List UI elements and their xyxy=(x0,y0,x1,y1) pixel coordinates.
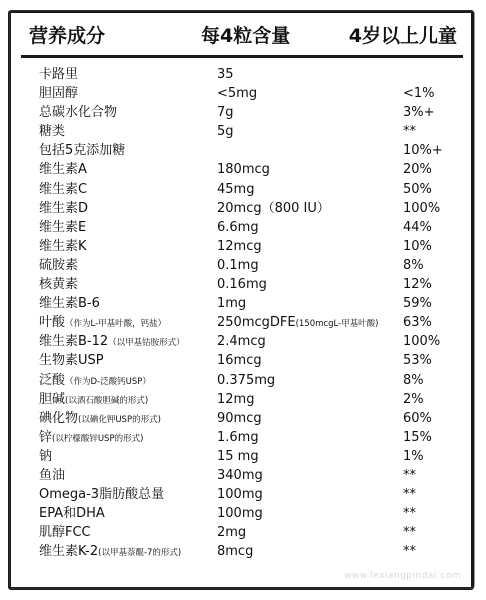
nutrient-amount-value: 15 mg xyxy=(217,448,259,464)
nutrient-amount xyxy=(217,180,254,199)
table-row xyxy=(11,485,471,504)
nutrient-daily-value: ** xyxy=(403,467,416,483)
nutrient-daily-value: 12% xyxy=(403,277,432,293)
nutrient-amount xyxy=(217,256,259,275)
table-row xyxy=(11,218,471,237)
nutrient-form-note: （作为L-甲基叶酸，钙盐） xyxy=(65,319,167,330)
nutrient-amount-value: 100mg xyxy=(217,506,263,522)
nutrient-form-note: (以柠檬酸锌USP的形式) xyxy=(52,433,144,444)
nutrient-daily-value: ** xyxy=(403,124,416,140)
nutrient-amount xyxy=(217,313,378,334)
nutrient-daily-value: 50% xyxy=(403,181,432,197)
nutrient-name xyxy=(39,218,86,237)
nutrient-amount xyxy=(217,523,246,542)
nutrient-amount-value: 2.4mcg xyxy=(217,334,266,350)
nutrient-name-label: 生物素USP xyxy=(39,353,104,369)
nutrient-name-label: 包括5克添加糖 xyxy=(39,143,126,159)
nutrient-daily-value: 100% xyxy=(403,334,441,350)
nutrient-name xyxy=(39,428,143,449)
nutrient-amount-value: 0.375mg xyxy=(217,372,276,388)
nutrient-daily-value: 20% xyxy=(403,162,432,178)
nutrient-name xyxy=(39,141,125,160)
nutrient-name xyxy=(39,122,65,141)
nutrient-daily-value: 44% xyxy=(403,219,432,235)
nutrient-name xyxy=(39,351,104,370)
nutrient-form-note: （作为D-泛酸钙USP） xyxy=(65,376,151,387)
nutrition-facts-panel xyxy=(8,10,474,590)
nutrient-amount xyxy=(217,371,275,390)
nutrient-daily-value: 8% xyxy=(403,372,424,388)
nutrient-daily-value: 1% xyxy=(403,448,424,464)
nutrient-name-label: 叶酸 xyxy=(39,315,66,331)
table-row xyxy=(11,390,471,409)
nutrient-name-label: 肌醇FCC xyxy=(39,525,91,541)
table-row xyxy=(11,466,471,485)
nutrient-amount xyxy=(217,275,267,294)
table-row xyxy=(11,160,471,179)
nutrient-name-label: 维生素A xyxy=(39,162,87,178)
table-row xyxy=(11,275,471,294)
header-daily-value: 4岁以上儿童 xyxy=(348,24,457,47)
nutrient-name xyxy=(39,294,100,313)
table-row xyxy=(11,294,471,313)
table-row xyxy=(11,122,471,141)
nutrient-name-label: 胆固醇 xyxy=(39,86,79,102)
watermark-text: www.lexiangpindai.com xyxy=(344,571,461,581)
nutrient-name-label: 维生素B-12 xyxy=(39,334,109,350)
nutrient-amount-value: 0.16mg xyxy=(217,277,267,293)
nutrient-name xyxy=(39,523,91,542)
nutrient-daily-value: <1% xyxy=(403,86,435,102)
table-row xyxy=(11,256,471,275)
table-row xyxy=(11,371,471,390)
nutrient-name xyxy=(39,390,148,411)
table-row xyxy=(11,428,471,447)
nutrient-amount-value: 20mcg（800 IU） xyxy=(217,200,330,216)
nutrient-form-note: (以酒石酸胆碱的形式) xyxy=(65,395,149,406)
nutrient-amount xyxy=(217,237,262,256)
table-row xyxy=(11,504,471,523)
nutrient-amount xyxy=(217,294,246,313)
table-row xyxy=(11,523,471,542)
nutrient-form-note: （以甲基钴胺形式） xyxy=(108,338,185,349)
nutrient-daily-value: 59% xyxy=(403,296,432,312)
nutrient-daily-value: ** xyxy=(403,544,416,560)
table-row xyxy=(11,180,471,199)
nutrient-daily-value: ** xyxy=(403,506,416,522)
nutrient-name-label: 卡路里 xyxy=(39,67,79,82)
nutrient-amount-value: 2mg xyxy=(217,525,247,541)
nutrient-name-label: 维生素D xyxy=(39,200,89,216)
nutrient-name xyxy=(39,180,87,199)
nutrient-amount-value: 1.6mg xyxy=(217,429,259,445)
nutrient-name-label: 鱼油 xyxy=(39,467,66,483)
nutrient-name-label: Omega-3脂肪酸总量 xyxy=(39,487,165,503)
nutrient-amount xyxy=(217,332,266,351)
nutrient-amount xyxy=(217,409,262,428)
nutrient-name xyxy=(39,160,87,179)
nutrient-amount-value: 35 xyxy=(217,67,234,82)
nutrient-name xyxy=(39,332,185,353)
nutrient-amount-value: 12mcg xyxy=(217,238,262,254)
nutrient-name-label: EPA和DHA xyxy=(39,506,105,522)
nutrient-form-note: (以碘化钾USP的形式) xyxy=(78,414,161,425)
nutrient-name-label: 胆碱 xyxy=(39,391,66,407)
nutrient-amount xyxy=(217,218,259,237)
nutrient-name xyxy=(39,504,105,523)
nutrient-amount-value: 16mcg xyxy=(217,353,262,369)
nutrient-name-label: 维生素B-6 xyxy=(39,296,100,312)
nutrient-amount-value: 100mg xyxy=(217,487,263,503)
nutrient-name xyxy=(39,409,161,430)
nutrient-amount-value: 6.6mg xyxy=(217,219,259,235)
nutrient-daily-value: ** xyxy=(403,525,416,541)
nutrient-daily-value: 63% xyxy=(403,315,432,331)
table-row xyxy=(11,542,471,561)
nutrient-amount xyxy=(217,65,234,84)
nutrient-name xyxy=(39,65,78,84)
nutrient-name xyxy=(39,371,151,392)
nutrient-amount-value: 8mcg xyxy=(217,544,254,560)
table-row xyxy=(11,141,471,160)
nutrient-amount xyxy=(217,351,262,370)
table-row xyxy=(11,65,471,84)
nutrient-name-label: 维生素C xyxy=(39,181,88,197)
nutrient-amount-value: 45mg xyxy=(217,181,255,197)
nutrient-daily-value: 10% xyxy=(403,238,432,254)
nutrient-name xyxy=(39,237,87,256)
nutrient-name xyxy=(39,84,78,103)
nutrient-daily-value: 2% xyxy=(403,391,424,407)
nutrient-name-label: 泛酸 xyxy=(39,372,66,388)
nutrient-amount xyxy=(217,122,234,141)
nutrient-name-label: 总碳水化合物 xyxy=(39,105,118,121)
nutrient-name-label: 维生素K xyxy=(39,238,87,254)
nutrient-name-label: 维生素E xyxy=(39,219,87,235)
nutrient-amount xyxy=(217,160,270,179)
nutrient-amount xyxy=(217,447,259,466)
table-row xyxy=(11,447,471,466)
table-row xyxy=(11,237,471,256)
nutrient-amount xyxy=(217,199,330,218)
nutrient-form-note: (以甲基萘醌-7的形式) xyxy=(98,548,182,559)
nutrient-amount xyxy=(217,103,234,122)
header-divider xyxy=(21,55,463,58)
nutrient-name xyxy=(39,466,65,485)
nutrient-amount xyxy=(217,390,254,409)
nutrient-daily-value: ** xyxy=(403,487,416,503)
table-row xyxy=(11,351,471,370)
nutrient-name-label: 糖类 xyxy=(39,124,66,140)
nutrient-amount-value: <5mg xyxy=(217,86,258,102)
nutrient-amount xyxy=(217,485,263,504)
nutrient-name xyxy=(39,542,181,563)
nutrient-name-label: 核黄素 xyxy=(39,277,79,293)
nutrient-amount-value: 7g xyxy=(217,105,234,121)
table-row xyxy=(11,332,471,351)
nutrient-name xyxy=(39,199,88,218)
nutrient-amount xyxy=(217,428,259,447)
table-row xyxy=(11,199,471,218)
nutrient-amount xyxy=(217,542,253,561)
nutrient-name xyxy=(39,275,78,294)
nutrient-daily-value: 60% xyxy=(403,410,432,426)
nutrient-daily-value: 53% xyxy=(403,353,432,369)
table-row xyxy=(11,313,471,332)
nutrient-name xyxy=(39,256,78,275)
nutrient-name xyxy=(39,447,52,466)
nutrient-amount xyxy=(217,504,263,523)
nutrient-amount-value: 12mg xyxy=(217,391,255,407)
table-header xyxy=(11,13,471,55)
nutrient-amount-value: 5g xyxy=(217,124,234,140)
nutrient-name xyxy=(39,313,166,334)
nutrient-daily-value: 8% xyxy=(403,257,424,273)
nutrient-amount xyxy=(217,84,257,103)
header-amount-per-serving: 每4粒含量 xyxy=(201,24,291,47)
nutrient-amount xyxy=(217,466,263,485)
nutrient-amount-value: 340mg xyxy=(217,467,263,483)
nutrient-amount-value: 250mcgDFE xyxy=(217,315,296,331)
table-row xyxy=(11,84,471,103)
nutrient-daily-value: 15% xyxy=(403,429,432,445)
table-row xyxy=(11,409,471,428)
nutrient-name-label: 维生素K-2 xyxy=(39,544,99,560)
nutrient-rows xyxy=(11,65,471,561)
nutrient-amount-note: (150mcgL-甲基叶酸) xyxy=(295,319,379,330)
header-nutrient: 营养成分 xyxy=(29,24,106,47)
nutrient-name xyxy=(39,103,117,122)
nutrient-amount-value: 0.1mg xyxy=(217,257,259,273)
nutrient-amount-value: 1mg xyxy=(217,296,247,312)
nutrient-name xyxy=(39,485,164,504)
nutrient-name-label: 锌 xyxy=(39,429,53,445)
nutrient-name-label: 碘化物 xyxy=(39,410,79,426)
nutrient-amount-value: 90mcg xyxy=(217,410,262,426)
nutrient-daily-value: 10%+ xyxy=(403,143,443,159)
table-row xyxy=(11,103,471,122)
nutrient-name-label: 硫胺素 xyxy=(39,257,79,273)
nutrient-name-label: 钠 xyxy=(39,448,53,464)
nutrient-daily-value: 100% xyxy=(403,200,441,216)
nutrient-amount-value: 180mcg xyxy=(217,162,270,178)
nutrient-daily-value: 3%+ xyxy=(403,105,435,121)
